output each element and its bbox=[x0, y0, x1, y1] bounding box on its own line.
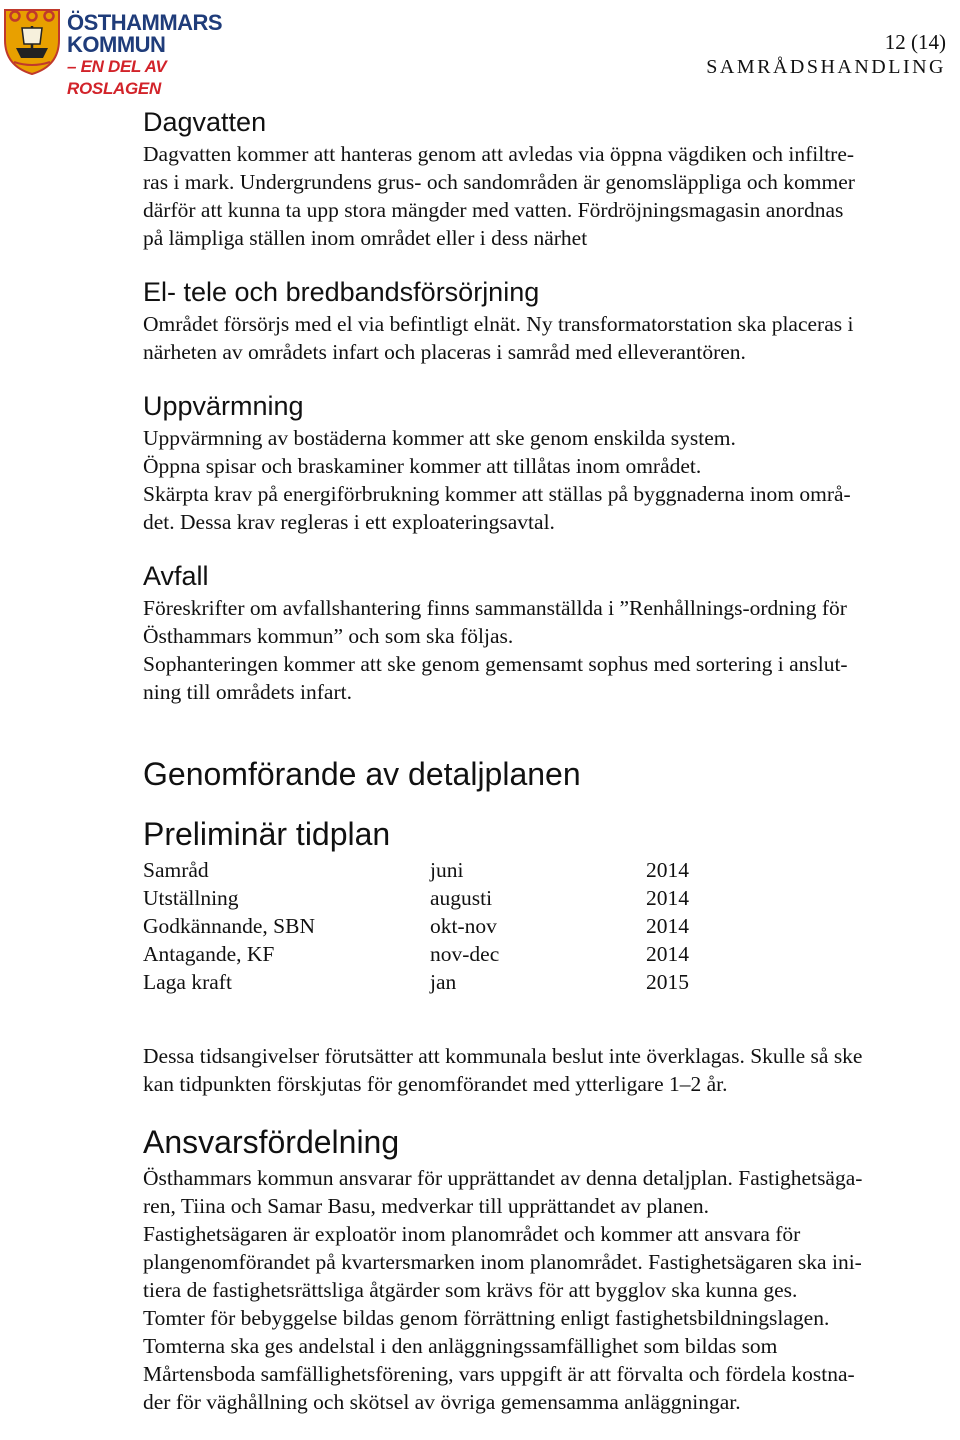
text-line: Dagvatten kommer att hanteras genom att avledas via öppna vägdiken och infiltre- bbox=[143, 142, 855, 166]
text-line: Fastighetsägaren är exploatör inom planområdet och kommer att ansvara för bbox=[143, 1222, 801, 1246]
municipality-logo bbox=[2, 4, 223, 98]
text-line: Föreskrifter om avfallshantering finns sammanställda i ”Renhållnings-ordning för bbox=[143, 596, 847, 620]
text-line: närheten av områdets infart och placeras i samråd med elleverantören. bbox=[143, 340, 746, 364]
text-line: Östhammars kommun ansvarar för upprättandet av denna detaljplan. Fastighetsäga- bbox=[143, 1166, 863, 1190]
text-line: ras i mark. Undergrundens grus- och sandområden är genomsläppliga och kommer bbox=[143, 170, 855, 194]
schedule-period: nov-dec bbox=[430, 942, 500, 966]
heading-avfall: Avfall bbox=[143, 561, 209, 591]
schedule-step: Samråd bbox=[143, 858, 209, 882]
table-row bbox=[143, 884, 689, 912]
text-line: Östhammars kommun” och som ska följas. bbox=[143, 624, 514, 648]
logo-line-1: ÖSTHAMMARS bbox=[67, 10, 223, 35]
text-line: Sophanteringen kommer att ske genom gemensamt sophus med sortering i anslut- bbox=[143, 652, 848, 676]
table-row bbox=[143, 940, 689, 968]
text-line: det. Dessa krav regleras i ett exploateringsavtal. bbox=[143, 510, 555, 534]
schedule-year: 2014 bbox=[646, 942, 689, 966]
heading-uppvarmning: Uppvärmning bbox=[143, 391, 304, 421]
heading-ansvar: Ansvarsfördelning bbox=[143, 1124, 400, 1160]
heading-el-tele: El- tele och bredbandsförsörjning bbox=[143, 277, 540, 307]
text-line: Tomterna ska ges andelstal i den anläggningssamfällighet som bildas som bbox=[143, 1334, 778, 1358]
schedule-period: jan bbox=[430, 970, 457, 994]
schedule-step: Laga kraft bbox=[143, 970, 232, 994]
coat-of-arms-icon bbox=[2, 4, 62, 76]
document-type: SAMRÅDSHANDLING bbox=[706, 56, 946, 78]
text-line: därför att kunna ta upp stora mängder med vatten. Fördröjningsmagasin anordnas bbox=[143, 198, 844, 222]
text-line: Mårtensboda samfällighetsförening, vars uppgift är att förvalta och fördela kostna- bbox=[143, 1362, 855, 1386]
text-line: Uppvärmning av bostäderna kommer att ske genom enskilda system. bbox=[143, 426, 736, 450]
text-line: Dessa tidsangivelser förutsätter att kommunala beslut inte överklagas. Skulle så ske bbox=[143, 1044, 863, 1068]
text-line: Öppna spisar och braskaminer kommer att tillåtas inom området. bbox=[143, 454, 702, 478]
text-line: på lämpliga ställen inom området eller i dess närhet bbox=[143, 226, 588, 250]
schedule-period: juni bbox=[430, 858, 464, 882]
schedule-step: Antagande, KF bbox=[143, 942, 275, 966]
logo-line-3: – EN DEL AV ROSLAGEN bbox=[67, 57, 167, 98]
schedule-step: Utställning bbox=[143, 886, 239, 910]
text-line: ren, Tiina och Samar Basu, medverkar till upprättandet av planen. bbox=[143, 1194, 710, 1218]
logo-line-2: KOMMUN bbox=[67, 32, 166, 57]
page-header bbox=[706, 30, 946, 80]
text-line: Området försörjs med el via befintligt elnät. Ny transformatorstation ska placeras i bbox=[143, 312, 854, 336]
text-line: plangenomförandet på kvartersmarken inom planområdet. Fastighetsägaren ska ini- bbox=[143, 1250, 862, 1274]
text-line: kan tidpunkten förskjutas för genomförandet med ytterligare 1–2 år. bbox=[143, 1072, 728, 1096]
schedule-period: okt-nov bbox=[430, 914, 497, 938]
text-line: tiera de fastighetsrättsliga åtgärder som krävs för att bygglov ska kunna ges. bbox=[143, 1278, 798, 1302]
heading-tidplan: Preliminär tidplan bbox=[143, 816, 391, 852]
schedule-year: 2014 bbox=[646, 886, 689, 910]
schedule-year: 2014 bbox=[646, 858, 689, 882]
schedule-step: Godkännande, SBN bbox=[143, 914, 315, 938]
schedule-year: 2015 bbox=[646, 970, 689, 994]
schedule-period: augusti bbox=[430, 886, 493, 910]
text-line: Skärpta krav på energiförbrukning kommer att ställas på byggnaderna inom områ- bbox=[143, 482, 851, 506]
heading-dagvatten: Dagvatten bbox=[143, 107, 267, 137]
table-row bbox=[143, 968, 689, 996]
page-number: 12 (14) bbox=[884, 30, 946, 54]
text-line: der för väghållning och skötsel av övriga gemensamma anläggningar. bbox=[143, 1390, 741, 1414]
text-line: Tomter för bebyggelse bildas genom förrättning enligt fastighetsbildningslagen. bbox=[143, 1306, 830, 1330]
document-body bbox=[143, 104, 955, 1416]
text-line: ning till områdets infart. bbox=[143, 680, 352, 704]
schedule-table bbox=[143, 856, 689, 996]
schedule-year: 2014 bbox=[646, 914, 689, 938]
table-row bbox=[143, 912, 689, 940]
heading-genomforande: Genomförande av detaljplanen bbox=[143, 756, 581, 792]
table-row bbox=[143, 856, 689, 884]
